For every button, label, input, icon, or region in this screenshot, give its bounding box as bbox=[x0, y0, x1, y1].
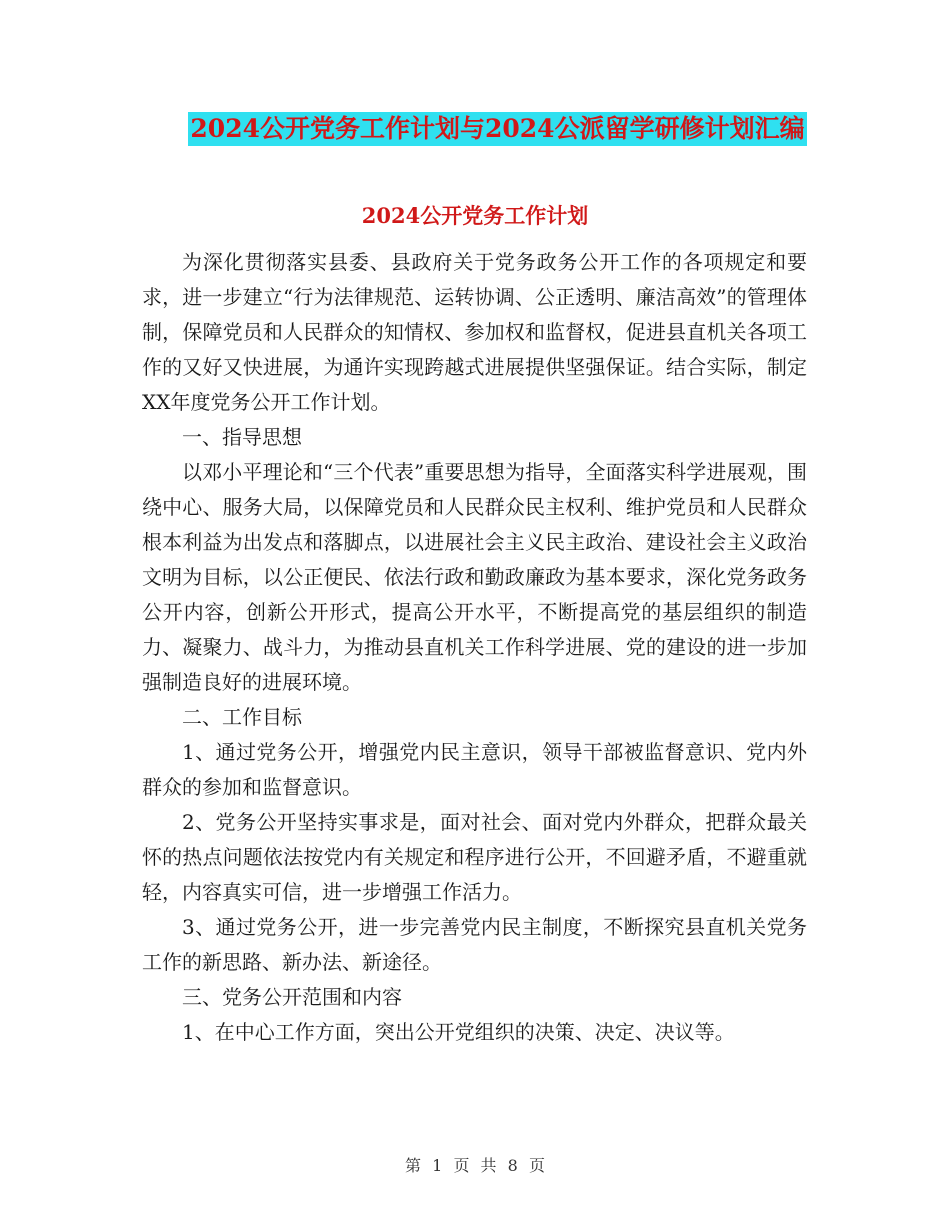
paragraph-goal-2: 2、党务公开坚持实事求是，面对社会、面对党内外群众，把群众最关怀的热点问题依法按党内有关规定和程序进行公开，不回避矛盾，不避重就轻，内容真实可信，进一步增强工作活力。 bbox=[142, 810, 807, 904]
paragraph-intro: 为深化贯彻落实县委、县政府关于党务政务公开工作的各项规定和要求，进一步建立“行为法律规范、运转协调、公正透明、廉洁高效”的管理体制，保障党员和人民群众的知情权、参加权和监督权，促进县直机关各项工作的又好又快进展，为通许实现跨越式进展提供坚强保证。结合实际，制定XX年度党务公开工作计划。 bbox=[142, 250, 807, 414]
footer-total-prefix: 共 bbox=[480, 1156, 497, 1175]
paragraph-goal-1: 1、通过党务公开，增强党内民主意识，领导干部被监督意识、党内外群众的参加和监督意识。 bbox=[142, 740, 807, 799]
footer-page-number: 1 bbox=[432, 1156, 443, 1175]
heading-scope-content: 三、党务公开范围和内容 bbox=[182, 985, 402, 1009]
footer-page-prefix: 第 bbox=[405, 1156, 422, 1175]
main-title: 2024公开党务工作计划与2024公派留学研修计划汇编 bbox=[188, 112, 806, 146]
heading-work-goals: 二、工作目标 bbox=[182, 705, 302, 729]
paragraph-goal-3: 3、通过党务公开，进一步完善党内民主制度，不断探究县直机关党务工作的新思路、新办法、新途径。 bbox=[142, 915, 807, 974]
paragraph-scope-1: 1、在中心工作方面，突出公开党组织的决策、决定、决议等。 bbox=[182, 1020, 735, 1044]
page-footer bbox=[0, 1155, 950, 1177]
paragraph-guiding-thought: 以邓小平理论和“三个代表”重要思想为指导，全面落实科学进展观，围绕中心、服务大局，以保障党员和人民群众民主权利、维护党员和人民群众根本利益为出发点和落脚点，以进展社会主义民主政治、建设社会主义政治文明为目标，以公正便民、依法行政和勤政廉政为基本要求，深化党务政务公开内容，创新公开形式，提高公开水平，不断提高党的基层组织的制造力、凝聚力、战斗力，为推动县直机关工作科学进展、党的建设的进一步加强制造良好的进展环境。 bbox=[142, 460, 807, 694]
heading-guiding-thought: 一、指导思想 bbox=[182, 425, 302, 449]
footer-total-suffix: 页 bbox=[528, 1156, 545, 1175]
footer-total-pages: 8 bbox=[507, 1156, 518, 1175]
section-title: 2024公开党务工作计划 bbox=[361, 203, 589, 228]
body-text bbox=[142, 245, 807, 1050]
main-title-wrap bbox=[0, 112, 950, 146]
footer-page-mid: 页 bbox=[453, 1156, 470, 1175]
